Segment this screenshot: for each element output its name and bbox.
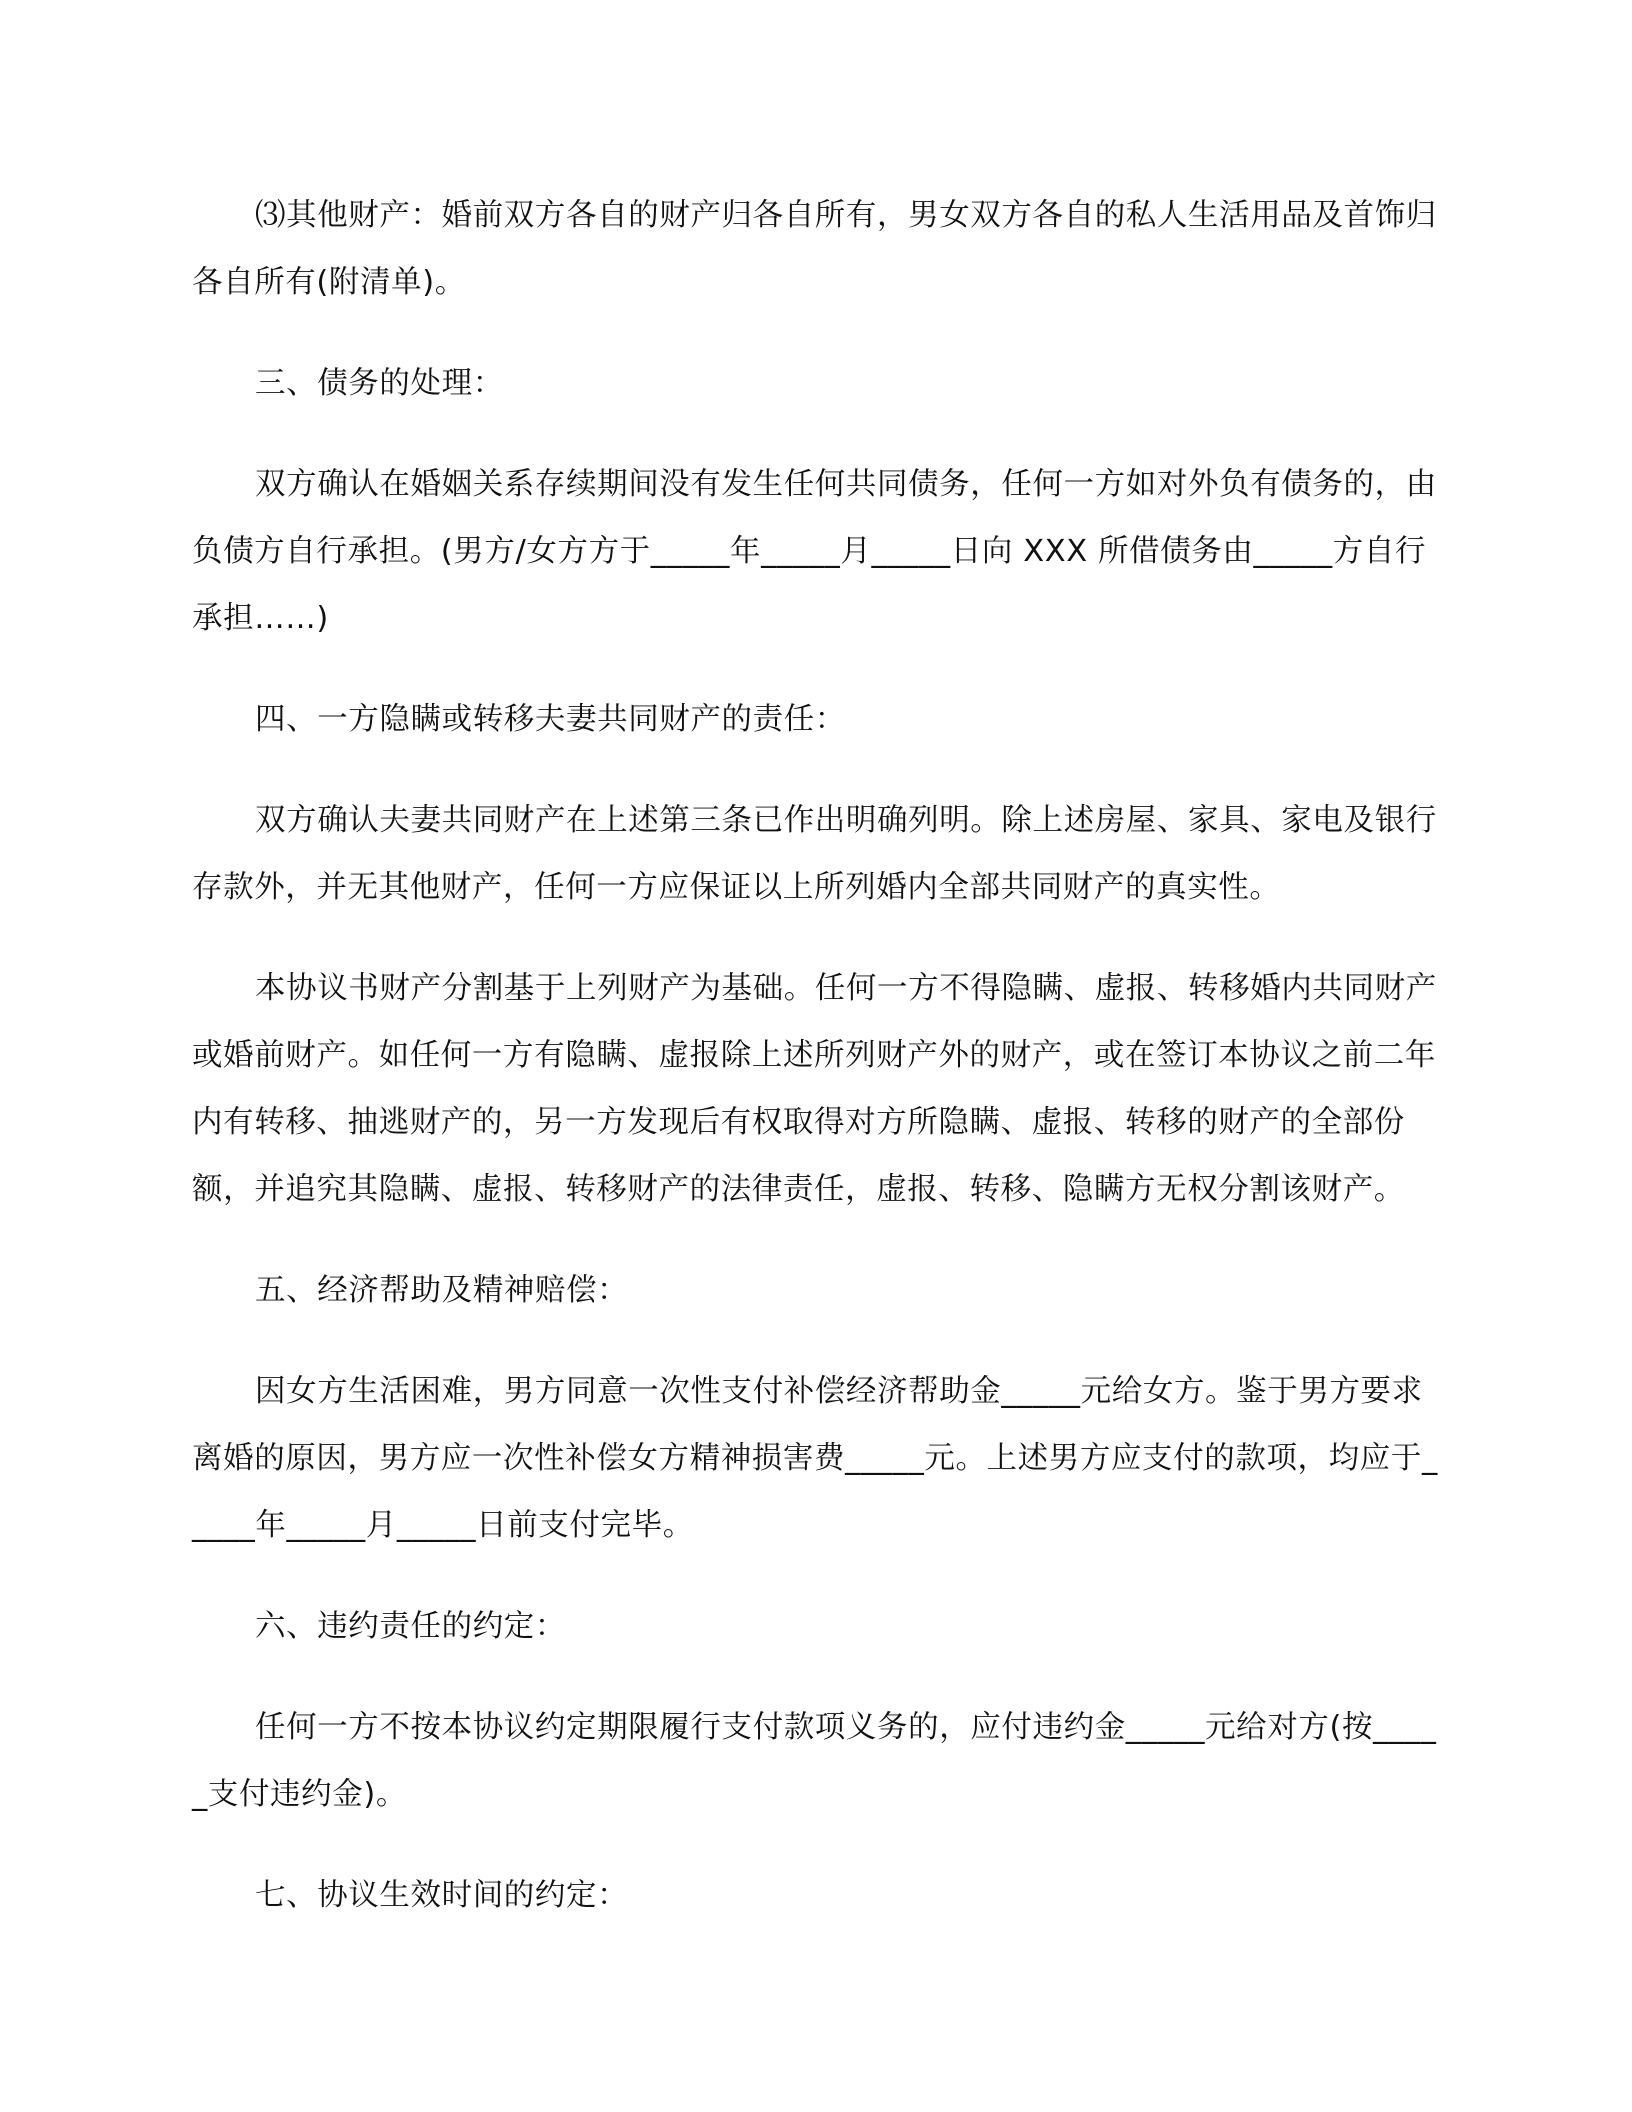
paragraph-property-confirmation: 双方确认夫妻共同财产在上述第三条已作出明确列明。除上述房屋、家具、家电及银行存款外，并无其他财产，任何一方应保证以上所列婚内全部共同财产的真实性。 — [192, 803, 1437, 905]
heading-debt-handling: 三、债务的处理： — [255, 366, 504, 401]
heading-breach-liability: 六、违约责任的约定： — [255, 1609, 566, 1644]
heading-effective-time: 七、协议生效时间的约定： — [255, 1878, 629, 1913]
paragraph-penalty: 任何一方不按本协议约定期限履行支付款项义务的，应付违约金_____元给对方(按_____支付违约金)。 — [192, 1710, 1437, 1812]
paragraph-property-division: 本协议书财产分割基于上列财产为基础。任何一方不得隐瞒、虚报、转移婚内共同财产或婚前财产。如任何一方有隐瞒、虚报除上述所列财产外的财产，或在签订本协议之前二年内有转移、抽逃财产的，另一方发现后有权取得对方所隐瞒、虚报、转移的财产的全部份额，并追究其隐瞒、虚报、转移财产的法律责任，虚报、转移、隐瞒方无权分割该财产。 — [192, 971, 1437, 1207]
document-body — [192, 182, 1442, 1963]
heading-economic-help: 五、经济帮助及精神赔偿： — [255, 1273, 629, 1308]
paragraph-compensation: 因女方生活困难，男方同意一次性支付补偿经济帮助金_____元给女方。鉴于男方要求离婚的原因，男方应一次性补偿女方精神损害费_____元。上述男方应支付的款项，均应于_____年_____月_____日前支付完毕。 — [192, 1374, 1438, 1543]
heading-concealment-liability: 四、一方隐瞒或转移夫妻共同财产的责任： — [255, 702, 846, 737]
paragraph-other-property: ⑶其他财产：婚前双方各自的财产归各自所有，男女双方各自的私人生活用品及首饰归各自所有(附清单)。 — [192, 198, 1437, 300]
paragraph-debt-confirmation: 双方确认在婚姻关系存续期间没有发生任何共同债务，任何一方如对外负有债务的，由负债方自行承担。(男方/女方方于_____年_____月_____日向 XXX 所借债务由_____方自行承担……) — [192, 467, 1437, 636]
